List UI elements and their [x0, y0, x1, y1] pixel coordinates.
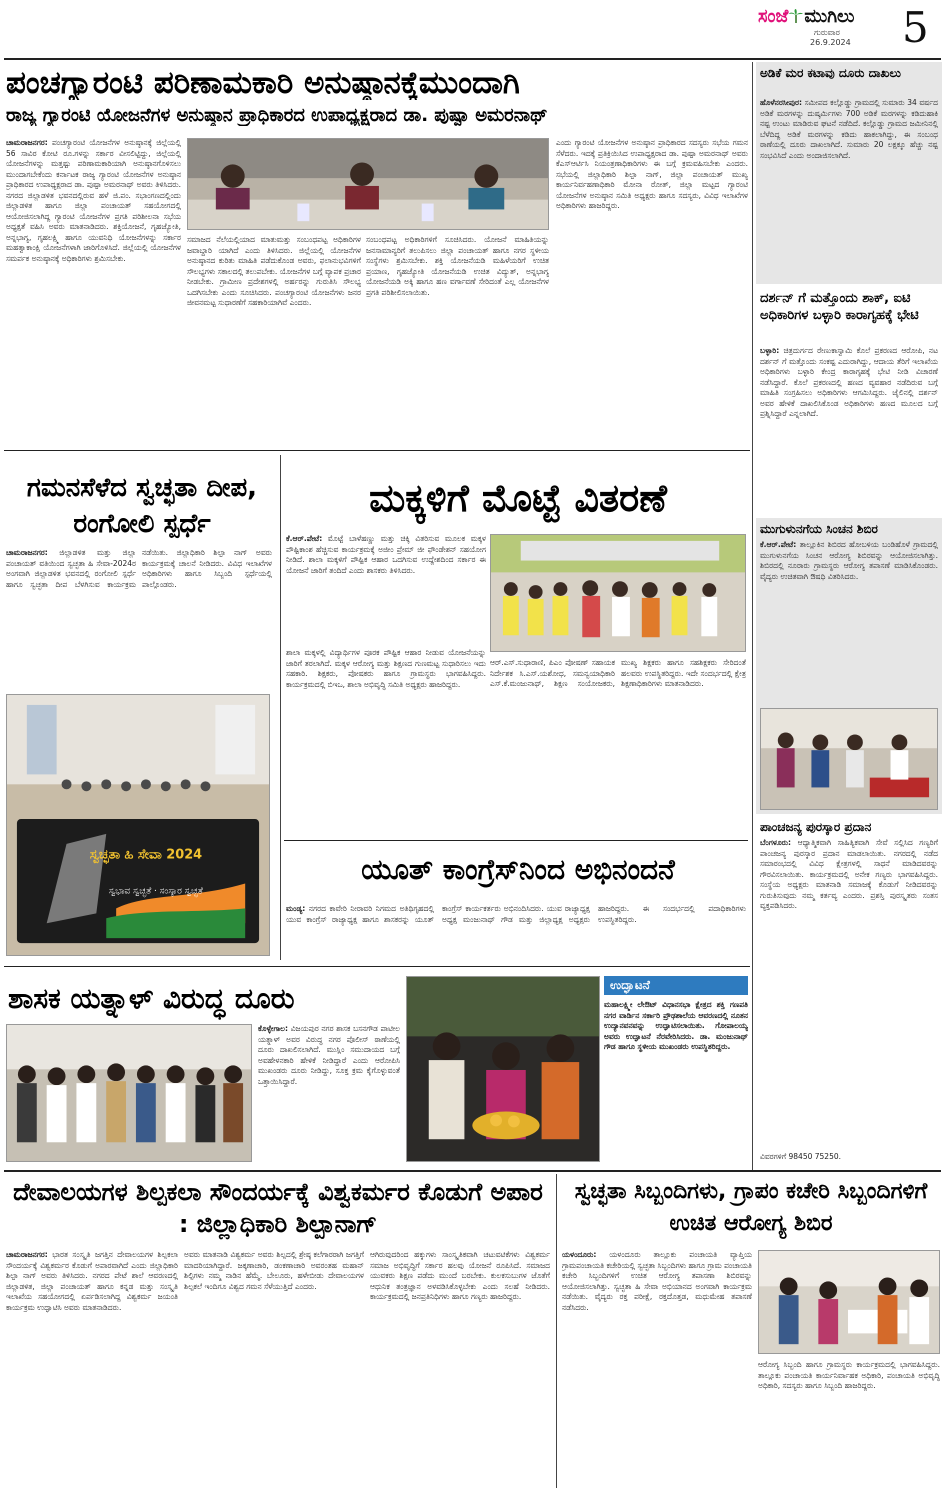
swachhata-headline: ಗಮನಸೆಳೆದ ಸ್ವಚ್ಛತಾ ದೀಪ, ರಂಗೋಲಿ ಸ್ಪರ್ಧೆ — [26, 473, 258, 539]
temple-col1 — [6, 1250, 178, 1486]
areca-dateline: ಹೊಳೆನರಸೀಪುರ: — [760, 98, 803, 107]
bottom-section-rule — [4, 1170, 941, 1172]
masthead-rule — [4, 58, 941, 60]
youth-headline: ಯೂತ್ ಕಾಂಗ್ರೆಸ್‌ನಿಂದ ಅಭಿನಂದನೆ — [361, 853, 675, 886]
eggs-photo — [490, 534, 746, 652]
mugulunage-text: ತಾಲ್ಲೂಕಿನ ಶಿಬಿರದ ಹೋಬಳಿಯ ಬಂಡಿಹೊಳೆ ಗ್ರಾಮದಲ್ಲಿ ಮುಗುಳುನಗೆಯ ಸಿಂಚನ ಆರೋಗ್ಯ ಶಿಬಿರವನ್ನು ಆಯೋಜಿಸಲಾಗಿತ್ತು. ಶಿಬಿರದಲ್ಲಿ ನೂರಾರು ಗ್ರಾಮಸ್ಥರು ಆರೋಗ್ಯ ತಪಾಸಣೆ ಮಾಡಿಸಿಕೊಂಡರು. ವೈದ್ಯರು ಉಚಿತವಾಗಿ ಔಷಧಿ ವಿತರಿಸಿದರು. — [760, 540, 938, 581]
health-col1 — [562, 1250, 752, 1486]
mugulunage-dateline: ಕೆ.ಆರ್.ಪೇಟೆ: — [760, 540, 797, 549]
masthead-logo — [758, 6, 908, 30]
palm-icon — [788, 8, 804, 24]
health-dateline: ಯಳಂದೂರು: — [562, 1250, 597, 1259]
masthead — [752, 4, 942, 56]
lead-col4: ಎಂದು ಗ್ಯಾರಂಟಿ ಯೋಜನೆಗಳ ಅನುಷ್ಠಾನ ಪ್ರಾಧಿಕಾರದ ಸದಸ್ಯರು ಸಭೆಯ ಗಮನ ಸೆಳೆದರು. ಇದಕ್ಕೆ ಪ್ರತಿಕ್ರಿಯಿಸಿದ ಉಪಾಧ್ಯಕ್ಷರಾದ ಡಾ. ಪುಷ್ಪಾ ಅಮರನಾಥ್ ಅವರು ಕೆಎಸ್ಆರ್ಟಿಸಿ ನಿಯಂತ್ರಣಾಧಿಕಾರಿಗಳು ಈ ಬಗ್ಗೆ ಕ್ರಮವಹಿಸಬೇಕು ಎಂದರು. ಸಭೆಯಲ್ಲಿ ಜಿಲ್ಲಾಧಿಕಾರಿ ಶಿಲ್ಪಾ ನಾಗ್, ಜಿಲ್ಲಾ ಪಂಚಾಯತ್ ಮುಖ್ಯ ಕಾರ್ಯನಿರ್ವಹಣಾಧಿಕಾರಿ ಮೋನಾ ರೋತ್, ಜಿಲ್ಲಾ ಮಟ್ಟದ ಗ್ಯಾರಂಟಿ ಯೋಜನೆಗಳ ಅನುಷ್ಠಾನ ಸಮಿತಿ ಅಧ್ಯಕ್ಷರು ಹಾಗೂ ಸದಸ್ಯರು, ವಿವಿಧ ಇಲಾಖೆಗಳ ಅಧಿಕಾರಿಗಳು ಹಾಜರಿದ್ದರು. — [556, 138, 748, 210]
mugulunage-body — [760, 540, 938, 652]
darshan-body — [760, 346, 938, 512]
temple-col2: ಅವರು ಮಾತನಾಡಿ ವಿಶ್ವಕರ್ಮ ಅವರು ಶಿಲ್ಪದಲ್ಲಿ ಶ್ರೇಷ್ಠ ಕಲೆಗಾರರಾಗಿ ಜಗತ್ತಿಗೆ ಮಾದರಿಯಾಗಿದ್ದಾರೆ. ಜಕ್ಕಣಾಚಾರಿ, ಡಂಕಣಾಚಾರಿ ಅವರಂತಹ ಮಹಾನ್ ಶಿಲ್ಪಿಗಳು ನಮ್ಮ ನಾಡಿನ ಹೆಮ್ಮೆ. ಬೇಲೂರು, ಹಳೇಬೀಡು ದೇವಾಲಯಗಳ ಶಿಲ್ಪಕಲೆ ಇಂದಿಗೂ ವಿಶ್ವದ ಗಮನ ಸೆಳೆಯುತ್ತಿದೆ ಎಂದರು. — [184, 1250, 364, 1291]
health-headline: ಸ್ವಚ್ಛತಾ ಸಿಬ್ಬಂದಿಗಳು, ಗ್ರಾಪಂ ಕಚೇರಿ ಸಿಬ್ಬಂದಿಗಳಿಗೆ ಉಚಿತ ಆರೋಗ್ಯ ಶಿಬಿರ — [574, 1179, 928, 1236]
health-camp-image — [759, 1251, 939, 1353]
lead-col2: ಸಮಾಜದ ನೆಲೆಯಲ್ಲಿಯಾದ ಮಾತುಮತ್ತು ಸಂಬಂಧಪಟ್ಟ ಅಧಿಕಾರಿಗಳ ಜವಾಬ್ದಾರಿ ಯಾಗಿದೆ ಎಂದು ತಿಳಿಸಿದರು. ಜಿಲ್ಲೆಯಲ್ಲಿ ಯೋಜನೆಗಳ ಅನುಷ್ಠಾನದ ಕುರಿತು ಮಾಹಿತಿ ಪಡೆದುಕೊಂಡ ಅವರು, ಫಲಾನುಭವಿಗಳಿಗೆ ಸೌಲಭ್ಯಗಳು ಸಕಾಲದಲ್ಲಿ ತಲುಪಬೇಕು. ಯೋಜನೆಗಳ ಬಗ್ಗೆ ವ್ಯಾಪಕ ಪ್ರಚಾರ ನೀಡಬೇಕು. ಗ್ರಾಮೀಣ ಪ್ರದೇಶಗಳಲ್ಲಿ ಅರ್ಹರನ್ನು ಗುರುತಿಸಿ ಸೌಲಭ್ಯ ಒದಗಿಸಬೇಕು ಎಂದು ಸೂಚಿಸಿದರು. ಪಂಚಗ್ಯಾರಂಟಿ ಯೋಜನೆಗಳು ಜನರ ಜೀವನಮಟ್ಟ ಸುಧಾರಣೆಗೆ ಸಹಕಾರಿಯಾಗಿವೆ ಎಂದರು. — [187, 235, 361, 307]
masthead-weekday: ಗುರುವಾರ — [814, 28, 840, 37]
camp-photo-image — [761, 709, 937, 809]
mid-left-rule — [280, 455, 281, 960]
areca-title: ಅಡಿಕೆ ಮರ ಕಟಾವು ದೂರು ದಾಖಲು — [760, 66, 901, 80]
darshan-dateline: ಬಳ್ಳಾರಿ: — [760, 346, 780, 355]
eggs-dateline: ಕೆ.ಆರ್.ಪೇಟೆ: — [286, 534, 323, 543]
lead-headline: ಪಂಚಗ್ಯಾರಂಟಿ ಪರಿಣಾಮಕಾರಿ ಅನುಷ್ಠಾನಕ್ಕೆಮುಂದಾಗಿ — [6, 66, 520, 101]
lead-subhead: ರಾಜ್ಯ ಗ್ಯಾರಂಟಿ ಯೋಜನೆಗಳ ಅನುಷ್ಠಾನ ಪ್ರಾಧಿಕಾರದ ಉಪಾಧ್ಯಕ್ಷರಾದ ಡಾ. ಪುಷ್ಪಾ ಅಮರನಾಥ್ — [6, 106, 548, 126]
swachhata-text: ಜಿಲ್ಲಾಡಳಿತ ಮತ್ತು ಜಿಲ್ಲಾ ಪಂಚಾಯತ್ ವತಿಯಿಂದ ಸ್ವಚ್ಛತಾ ಹಿ ಸೇವಾ-2024ರ ಅಂಗವಾಗಿ ಜಿಲ್ಲಾಡಳಿತ ಭವನದಲ್ಲಿ ರಂಗೋಲಿ ಸ್ಪರ್ಧೆ ಹಾಗೂ ಸ್ವಚ್ಛತಾ ದೀಪ ಬೆಳಗಿಸುವ ಕಾರ್ಯಕ್ರಮ ನಡೆಯಿತು. ಜಿಲ್ಲಾಧಿಕಾರಿ ಶಿಲ್ಪಾ ನಾಗ್ ಅವರು ಕಾರ್ಯಕ್ರಮಕ್ಕೆ ಚಾಲನೆ ನೀಡಿದರು. ವಿವಿಧ ಇಲಾಖೆಗಳ ಅಧಿಕಾರಿಗಳು ಹಾಗೂ ಸಿಬ್ಬಂದಿ ಸ್ಪರ್ಧೆಯಲ್ಲಿ ಪಾಲ್ಗೊಂಡರು. — [6, 548, 272, 589]
swachhata-dateline: ಚಾಮರಾಜನಗರ: — [6, 548, 48, 557]
eggs-bottom-rule — [284, 840, 748, 841]
brand-sanje: ಸಂಜೆ — [758, 6, 789, 27]
health-camp-photo — [760, 708, 938, 810]
meeting-photo — [188, 139, 548, 229]
bottom-mid-rule — [556, 1174, 557, 1488]
yatnal-headline: ಶಾಸಕ ಯತ್ನಾಳ್ ವಿರುದ್ಧ ದೂರು — [8, 982, 295, 1015]
page-number: 5 — [902, 3, 929, 52]
rangoli-text-2: ಸ್ವಭಾವ ಸ್ವಚ್ಛತೆ · ಸಂಸ್ಕಾರ ಸ್ವಚ್ಛತೆ — [108, 886, 203, 897]
temple-col3: ಆಗಿರುವುದರಿಂದ ಹಕ್ಕುಗಳು ಸಾಂಸ್ಕೃತಿಕವಾಗಿ ಚಟುವಟಿಕೆಗಳು ವಿಶ್ವಕರ್ಮ ಸಮಾಜ ಅಭಿವೃದ್ಧಿಗೆ ಸರ್ಕಾರ ಹಲವು ಯೋಜನೆ ರೂಪಿಸಿದೆ. ಸಮಾಜದ ಯುವಕರು ಶಿಕ್ಷಣ ಪಡೆದು ಮುಂದೆ ಬರಬೇಕು. ಕುಲಕಸುಬುಗಳ ಜೊತೆಗೆ ಆಧುನಿಕ ತಂತ್ರಜ್ಞಾನ ಅಳವಡಿಸಿಕೊಳ್ಳಬೇಕು ಎಂದು ಸಲಹೆ ನೀಡಿದರು. ಕಾರ್ಯಕ್ರಮದಲ್ಲಿ ಜನಪ್ರತಿನಿಧಿಗಳು ಹಾಗೂ ಗಣ್ಯರು ಹಾಜರಿದ್ದರು. — [370, 1250, 550, 1301]
rangoli-text-1: ಸ್ವಚ್ಛತಾ ಹಿ ಸೇವಾ 2024 — [89, 847, 203, 863]
inaugural-tag: ಉದ್ಘಾಟನೆ — [604, 976, 748, 995]
eggs-headline: ಮಕ್ಕಳಿಗೆ ಮೊಟ್ಟೆ ವಿತರಣೆ — [369, 476, 667, 520]
health-text1: ಯಳಂದೂರು ತಾಲ್ಲೂಕು ಪಂಚಾಯತಿ ವ್ಯಾಪ್ತಿಯ ಗ್ರಾಮಪಂಚಾಯತಿ ಕಚೇರಿಯಲ್ಲಿ ಸ್ವಚ್ಛತಾ ಸಿಬ್ಬಂದಿಗಳು ಹಾಗೂ ಗ್ರಾಮ ಪಂಚಾಯತಿ ಕಚೇರಿ ಸಿಬ್ಬಂದಿಗಳಿಗೆ ಉಚಿತ ಆರೋಗ್ಯ ತಪಾಸಣಾ ಶಿಬಿರವನ್ನು ಆಯೋಜಿಸಲಾಗಿತ್ತು. ಸ್ವಚ್ಛತಾ ಹಿ ಸೇವಾ ಅಭಿಯಾನದ ಅಂಗವಾಗಿ ಕಾರ್ಯಕ್ರಮ ನಡೆಯಿತು. ವೈದ್ಯರು ರಕ್ತ ಪರೀಕ್ಷೆ, ರಕ್ತದೊತ್ತಡ, ಮಧುಮೇಹ ತಪಾಸಣೆ ನಡೆಸಿದರು. — [562, 1250, 752, 1312]
brand-mugilu: ಮುಗಿಲು — [804, 6, 855, 27]
mugulunage-box — [756, 518, 942, 814]
panchajanya-dateline: ಬೆಂಗಳೂರು: — [760, 838, 792, 847]
areca-box — [756, 62, 942, 284]
darshan-text: ಚಿತ್ರದುರ್ಗದ ರೇಣುಕಾಸ್ವಾಮಿ ಕೊಲೆ ಪ್ರಕರಣದ ಆರೋಪಿ, ನಟ ದರ್ಶನ್ ಗೆ ಮತ್ತೊಂದು ಸಂಕಷ್ಟ ಎದುರಾಗಿದ್ದು, ಆದಾಯ ತೆರಿಗೆ ಇಲಾಖೆಯ ಅಧಿಕಾರಿಗಳು ಬಳ್ಳಾರಿ ಕೇಂದ್ರ ಕಾರಾಗೃಹಕ್ಕೆ ಭೇಟಿ ನೀಡಿ ವಿಚಾರಣೆ ನಡೆಸಿದ್ದಾರೆ. ಕೊಲೆ ಪ್ರಕರಣದಲ್ಲಿ ಹಣದ ವ್ಯವಹಾರ ನಡೆದಿರುವ ಬಗ್ಗೆ ಮಾಹಿತಿ ಸಂಗ್ರಹಿಸಲು ಅಧಿಕಾರಿಗಳು ಆಗಮಿಸಿದ್ದರು. ಜೈಲಿನಲ್ಲಿ ದರ್ಶನ್ ಅವರ ಹೇಳಿಕೆ ದಾಖಲಿಸಿಕೊಂಡ ಅಧಿಕಾರಿಗಳು ಹಣದ ಮೂಲದ ಬಗ್ಗೆ ಪ್ರಶ್ನಿಸಿದ್ದಾರೆ ಎನ್ನಲಾಗಿದೆ. — [760, 346, 938, 418]
youth-text: ನಗರದ ಕಾವೇರಿ ನೀರಾವರಿ ನಿಗಮದ ಅತಿಥಿಗೃಹದಲ್ಲಿ ಯುವ ಕಾಂಗ್ರೆಸ್ ರಾಜ್ಯಾಧ್ಯಕ್ಷ ಹಾಗೂ ಶಾಸಕರನ್ನು ಯೂತ್ ಕಾಂಗ್ರೆಸ್ ಕಾರ್ಯಕರ್ತರು ಅಭಿನಂದಿಸಿದರು. ಯುವ ರಾಜ್ಯಾಧ್ಯಕ್ಷ ಅಧ್ಯಕ್ಷ ಮಂಜುನಾಥ್ ಗೌಡ ಮತ್ತು ಜಿಲ್ಲಾಧ್ಯಕ್ಷ ಅಧ್ಯಕ್ಷರು ಹಾಜರಿದ್ದರು. ಈ ಸಂದರ್ಭದಲ್ಲಿ ಪದಾಧಿಕಾರಿಗಳು ಉಪಸ್ಥಿತರಿದ್ದರು. — [286, 904, 746, 924]
inaugural-photo — [406, 976, 600, 1162]
eggs-text1: ಮೊಟ್ಟೆ ಬಾಳೆಹಣ್ಣು ಮತ್ತು ಚಿಕ್ಕಿ ವಿತರಿಸುವ ಮೂಲಕ ಮಕ್ಕಳ ಪೌಷ್ಟಿಕಾಂಶ ಹೆಚ್ಚಿಸುವ ಕಾರ್ಯಕ್ರಮಕ್ಕೆ ಅಜೀಂ ಪ್ರೇಮ್ ಜೀ ಫೌಂಡೇಶನ್ ಸಹಯೋಗ ನೀಡಿದೆ. ಶಾಲಾ ಮಕ್ಕಳಿಗೆ ಪೌಷ್ಟಿಕ ಆಹಾರ ಒದಗಿಸುವ ಉದ್ದೇಶದಿಂದ ಸರ್ಕಾರ ಈ ಯೋಜನೆ ಜಾರಿಗೆ ತಂದಿದೆ ಎಂದು ಶಾಸಕರು ತಿಳಿಸಿದರು. — [286, 534, 486, 575]
mugulunage-title: ಮುಗುಳುನಗೆಯ ಸಿಂಚನ ಶಿಬಿರ — [760, 522, 878, 536]
health-col2: ಆರೋಗ್ಯ ಸಿಬ್ಬಂದಿ ಹಾಗೂ ಗ್ರಾಮಸ್ಥರು ಕಾರ್ಯಕ್ರಮದಲ್ಲಿ ಭಾಗವಹಿಸಿದ್ದರು. ತಾಲ್ಲೂಕು ಪಂಚಾಯತಿ ಕಾರ್ಯನಿರ್ವಾಹಕ ಅಧಿಕಾರಿ, ಪಂಚಾಯತಿ ಅಭಿವೃದ್ಧಿ ಅಧಿಕಾರಿ, ಸದಸ್ಯರು ಹಾಗೂ ಸಿಬ್ಬಂದಿ ಹಾಜರಿದ್ದರು. — [758, 1360, 940, 1390]
inaugural-body: ಮಹಾಲಕ್ಷ್ಮೀ ಲೇಔಟ್ ವಿಧಾನಸಭಾ ಕ್ಷೇತ್ರದ ಶಕ್ತಿ ಗಣಪತಿ ನಗರ ವಾರ್ಡಿನ ಸರ್ಕಾರಿ ಪ್ರೌಢಶಾಲೆಯ ಆವರಣದಲ್ಲಿ ನೂತನ ಉದ್ಯಾನವನವನ್ನು ಉದ್ಘಾಟಿಸಲಾಯಿತು. ಗೋಪಾಲಯ್ಯ ಅವರು ಉದ್ಘಾಟನೆ ನೆರವೇರಿಸಿದರು. ಡಾ. ಮಂಜುನಾಥ್ ಗೌಡ ಹಾಗೂ ಸ್ಥಳೀಯ ಮುಖಂಡರು ಉಪಸ್ಥಿತರಿದ್ದರು. — [604, 1000, 748, 1051]
rangoli-photo — [6, 694, 270, 956]
lead-col1 — [6, 138, 181, 446]
inaugural-image — [407, 977, 599, 1161]
yatnal-dateline: ಕೊಳ್ಳೇಗಾಲ: — [258, 1024, 289, 1033]
youth-body — [286, 904, 746, 964]
panchajanya-contact: ವಿವರಗಳಿಗೆ 98450 75250. — [760, 1152, 841, 1161]
panchajanya-body — [760, 838, 938, 1150]
complaint-photo-image — [7, 1025, 251, 1161]
lead-photo — [187, 138, 549, 230]
areca-body — [760, 98, 938, 280]
swachhata-body — [6, 548, 272, 678]
darshan-title: ದರ್ಶನ್ ಗೆ ಮತ್ತೊಂದು ಶಾಕ್, ಐಟಿ ಅಧಿಕಾರಿಗಳ ಬಳ್ಳಾರಿ ಕಾರಾಗೃಹಕ್ಕೆ ಭೇಟಿ — [760, 291, 919, 323]
eggs-event-image — [491, 535, 745, 651]
lead-col1-text: ಪಂಚಗ್ಯಾರಂಟಿ ಯೋಜನೆಗಳ ಅನುಷ್ಠಾನಕ್ಕೆ ಜಿಲ್ಲೆಯಲ್ಲಿ 56 ಸಾವಿರ ಕೋಟಿ ರೂ.ಗಳನ್ನು ಸರ್ಕಾರ ವೀಸಲಿಟ್ಟಿದ್ದು, ಜಿಲ್ಲೆಯಲ್ಲಿ ಯೋಜನೆಗಳನ್ನು ಮತ್ತಷ್ಟು ಪರಿಣಾಮಕಾರಿಯಾಗಿ ಅನುಷ್ಠಾನಗೊಳಿಸಲು ಮುಂದಾಗಬೇಕೆಂದು ಕರ್ನಾಟಕ ರಾಜ್ಯ ಗ್ಯಾರಂಟಿ ಯೋಜನೆಗಳ ಅನುಷ್ಠಾನ ಪ್ರಾಧಿಕಾರದ ಉಪಾಧ್ಯಕ್ಷರಾದ ಡಾ. ಪುಷ್ಪಾ ಅಮರನಾಥ್ ಅವರು ತಿಳಿಸಿದರು. ನಗರದ ಜಿಲ್ಲಾಡಳಿತ ಭವನದಲ್ಲಿರುವ ಹಳೆ ಜಿ.ಪಂ. ಸಭಾಂಗಣದಲ್ಲಿಂದು ಜಿಲ್ಲಾಡಳಿತ ಹಾಗೂ ಜಿಲ್ಲಾ ಪಂಚಾಯತ್ ಸಹಯೋಗದಲ್ಲಿ ಆಯೋಜಿಸಲಾಗಿದ್ದ ಗ್ಯಾರಂಟಿ ಯೋಜನೆಗಳ ಪ್ರಗತಿ ಪರಿಶೀಲನಾ ಸಭೆಯ ಅಧ್ಯಕ್ಷತೆ ವಹಿಸಿ ಅವರು ಮಾತನಾಡಿದರು. ಶಕ್ತಿಯೋಜನೆ, ಗೃಹಜ್ಯೋತಿ, ಅನ್ನಭಾಗ್ಯ, ಗೃಹಲಕ್ಷ್ಮಿ ಹಾಗೂ ಯುವನಿಧಿ ಯೋಜನೆಗಳನ್ನು ಸರ್ಕಾರ ಮಹತ್ವಾಕಾಂಕ್ಷಿ ಯೋಜನೆಗಳಾಗಿ ಜಾರಿಗೊಳಿಸಿದೆ. ಜಿಲ್ಲೆಯಲ್ಲಿ ಯೋಜನೆಗಳ ಸಮರ್ಪಕ ಅನುಷ್ಠಾನಕ್ಕೆ ಅಧಿಕಾರಿಗಳು ಶ್ರಮಿಸಬೇಕು. — [6, 138, 181, 263]
panchajanya-story — [756, 818, 942, 1170]
areca-text: ಸಮೀಪದ ಕಲ್ಲೊಡ್ಡು ಗ್ರಾಮದಲ್ಲಿ ಸುಮಾರು 34 ವರ್ಷದ ಅಡಿಕೆ ಮರಗಳನ್ನು ದುಷ್ಕರ್ಮಿಗಳು 700 ಅಡಿಕೆ ಮರಗಳನ್ನು ಕಡಿದುಹಾಕಿ ನಷ್ಟ ಉಂಟು ಮಾಡಿರುವ ಘಟನೆ ನಡೆದಿದೆ. ಕಲ್ಲೊಡ್ಡು ಗ್ರಾಮದ ಜಮೀನಿನಲ್ಲಿ ಬೆಳೆದಿದ್ದ ಅಡಿಕೆ ಮರಗಳನ್ನು ಕಡಿದು ಹಾಕಲಾಗಿದ್ದು, ಈ ಸಂಬಂಧ ಠಾಣೆಯಲ್ಲಿ ದೂರು ದಾಖಲಾಗಿದೆ. ಸುಮಾರು 20 ಲಕ್ಷಕ್ಕೂ ಹೆಚ್ಚು ನಷ್ಟ ಸಂಭವಿಸಿದೆ ಎಂದು ಅಂದಾಜಿಸಲಾಗಿದೆ. — [760, 98, 938, 160]
temple-text1: ಭಾರತ ಸಂಸ್ಕೃತಿ ಜಗತ್ತಿನ ದೇವಾಲಯಗಳ ಶಿಲ್ಪಕಲಾ ಸೌಂದರ್ಯಕ್ಕೆ ವಿಶ್ವಕರ್ಮರ ಕೊಡುಗೆ ಅಪಾರವಾಗಿದೆ ಎಂದು ಜಿಲ್ಲಾಧಿಕಾರಿ ಶಿಲ್ಪಾ ನಾಗ್ ಅವರು ತಿಳಿಸಿದರು. ನಗರದ ಪೇಟೆ ಶಾಲೆ ಆವರಣದಲ್ಲಿ ಜಿಲ್ಲಾಡಳಿತ, ಜಿಲ್ಲಾ ಪಂಚಾಯತ್ ಹಾಗೂ ಕನ್ನಡ ಮತ್ತು ಸಂಸ್ಕೃತಿ ಇಲಾಖೆಯ ಸಹಯೋಗದಲ್ಲಿ ಏರ್ಪಡಿಸಲಾಗಿದ್ದ ವಿಶ್ವಕರ್ಮ ಜಯಂತಿ ಕಾರ್ಯಕ್ರಮ ಉದ್ಘಾಟಿಸಿ ಅವರು ಮಾತನಾಡಿದರು. — [6, 1250, 178, 1312]
eggs-col2: ಶಾಲಾ ಮಕ್ಕಳಲ್ಲಿ ವಿದ್ಯಾರ್ಥಿಗಳ ಪೂರಕ ಪೌಷ್ಟಿಕ ಆಹಾರ ನೀಡುವ ಯೋಜನೆಯನ್ನು ಜಾರಿಗೆ ತರಲಾಗಿದೆ. ಮಕ್ಕಳ ಆರೋಗ್ಯ ಮತ್ತು ಶಿಕ್ಷಣದ ಗುಣಮಟ್ಟ ಸುಧಾರಿಸಲು ಇದು ಸಹಕಾರಿ. ಶಿಕ್ಷಕರು, ಪೋಷಕರು ಹಾಗೂ ಗ್ರಾಮಸ್ಥರು ಭಾಗವಹಿಸಿದ್ದರು. ಕಾರ್ಯಕ್ರಮದಲ್ಲಿ ಬಿಇಒ, ಶಾಲಾ ಅಭಿವೃದ್ಧಿ ಸಮಿತಿ ಅಧ್ಯಕ್ಷರು ಹಾಜರಿದ್ದರು. — [286, 648, 486, 689]
temple-headline: ದೇವಾಲಯಗಳ ಶಿಲ್ಪಕಲಾ ಸೌಂದರ್ಯಕ್ಕೆ ವಿಶ್ವಕರ್ಮರ ಕೊಡುಗೆ ಅಪಾರ : ಜಿಲ್ಲಾಧಿಕಾರಿ ಶಿಲ್ಪಾನಾಗ್ — [13, 1178, 543, 1238]
rangoli-image — [7, 695, 269, 955]
lead-bottom-rule — [4, 450, 750, 451]
temple-dateline: ಚಾಮರಾಜನಗರ: — [6, 1250, 48, 1259]
mid-bottom-rule — [4, 966, 750, 967]
darshan-story — [756, 288, 942, 514]
yatnal-body — [258, 1024, 400, 1164]
youth-dateline: ಮಂಡ್ಯ: — [286, 904, 306, 913]
panchajanya-title: ಪಾಂಚಜನ್ಯ ಪುರಸ್ಕಾರ ಪ್ರದಾನ — [760, 820, 872, 834]
panchajanya-text: ಆಧ್ಯಾತ್ಮಿಕವಾಗಿ ಸಾಹಿತ್ಯಿಕವಾಗಿ ಸೇವೆ ಸಲ್ಲಿಸಿದ ಗಣ್ಯರಿಗೆ ಪಾಂಚಜನ್ಯ ಪುರಸ್ಕಾರ ಪ್ರದಾನ ಮಾಡಲಾಯಿತು. ನಗರದಲ್ಲಿ ನಡೆದ ಸಮಾರಂಭದಲ್ಲಿ ವಿವಿಧ ಕ್ಷೇತ್ರಗಳಲ್ಲಿ ಸಾಧನೆ ಮಾಡಿದವರನ್ನು ಗೌರವಿಸಲಾಯಿತು. ಕಾರ್ಯಕ್ರಮದಲ್ಲಿ ಅನೇಕ ಗಣ್ಯರು ಭಾಗವಹಿಸಿದ್ದರು. ಸಂಸ್ಥೆಯ ಅಧ್ಯಕ್ಷರು ಮಾತನಾಡಿ ಸಮಾಜಕ್ಕೆ ಕೊಡುಗೆ ನೀಡಿದವರನ್ನು ಗುರುತಿಸುವುದು ನಮ್ಮ ಕರ್ತವ್ಯ ಎಂದರು. ಪ್ರಶಸ್ತಿ ಪುರಸ್ಕೃತರು ಸಂತಸ ವ್ಯಕ್ತಪಡಿಸಿದರು. — [760, 838, 938, 910]
health-photo — [758, 1250, 940, 1354]
eggs-col3: ಆರ್.ಎಸ್.ಸುಧಾರಾಣಿ, ಪಿಎಂ ಪೋಷಣ್ ಸಹಾಯಕ ನಿರ್ದೇಶಕ ಸಿ.ಎಸ್.ಯಶೋಧ, ಸಮನ್ವಯಾಧಿಕಾರಿ ಎಸ್.ಕೆ.ಮಂಜುನಾಥ್, ಶಿಕ್ಷಣ ಸಂಯೋಜಕರು, ಮುಖ್ಯ ಶಿಕ್ಷಕರು ಹಾಗೂ ಸಹಶಿಕ್ಷಕರು ಸೇರಿದಂತೆ ಹಲವರು ಉಪಸ್ಥಿತರಿದ್ದರು. ಇದೇ ಸಂದರ್ಭದಲ್ಲಿ ಕ್ಷೇತ್ರ ಶಿಕ್ಷಣಾಧಿಕಾರಿಗಳು ಮಾತನಾಡಿದರು. — [490, 658, 746, 688]
lead-col3: ಸಂಬಂಧಪಟ್ಟ ಅಧಿಕಾರಿಗಳಿಗೆ ಸೂಚಿಸಿದರು. ಯೋಜನೆ ಮಾಹಿತಿಯನ್ನು ಜನಸಾಮಾನ್ಯರಿಗೆ ತಲುಪಿಸಲು ಜಿಲ್ಲಾ ಪಂಚಾಯತ್ ಹಾಗೂ ನಗರ ಸ್ಥಳೀಯ ಸಂಸ್ಥೆಗಳು ಶ್ರಮಿಸಬೇಕು. ಶಕ್ತಿ ಯೋಜನೆಯಡಿ ಮಹಿಳೆಯರಿಗೆ ಉಚಿತ ಪ್ರಯಾಣ, ಗೃಹಜ್ಯೋತಿ ಯೋಜನೆಯಡಿ ಉಚಿತ ವಿದ್ಯುತ್, ಅನ್ನಭಾಗ್ಯ ಯೋಜನೆಯಡಿ ಅಕ್ಕಿ ಹಾಗೂ ಹಣ ವರ್ಗಾವಣೆ ಸೇರಿದಂತೆ ಎಲ್ಲ ಯೋಜನೆಗಳ ಪ್ರಗತಿ ಪರಿಶೀಲಿಸಲಾಯಿತು. — [366, 235, 549, 297]
masthead-date: 26.9.2024 — [810, 38, 851, 47]
eggs-col1 — [286, 534, 486, 642]
yatnal-text: ವಿಜಯಪುರ ನಗರ ಶಾಸಕ ಬಸನಗೌಡ ಪಾಟೀಲ ಯತ್ನಾಳ್ ಅವರ ವಿರುದ್ಧ ನಗರ ಪೊಲೀಸ್ ಠಾಣೆಯಲ್ಲಿ ದೂರು ದಾಖಲಿಸಲಾಗಿದೆ. ಮುಸ್ಲಿಂ ಸಮುದಾಯದ ಬಗ್ಗೆ ಅವಹೇಳನಕಾರಿ ಹೇಳಿಕೆ ನೀಡಿದ್ದಾರೆ ಎಂದು ಆರೋಪಿಸಿ ಮುಖಂಡರು ದೂರು ನೀಡಿದ್ದು, ಸೂಕ್ತ ಕ್ರಮ ಕೈಗೊಳ್ಳುವಂತೆ ಒತ್ತಾಯಿಸಿದ್ದಾರೆ. — [258, 1024, 400, 1086]
lead-dateline: ಚಾಮರಾಜನಗರ: — [6, 138, 48, 147]
yatnal-photo — [6, 1024, 252, 1162]
right-column-rule — [752, 62, 753, 1170]
